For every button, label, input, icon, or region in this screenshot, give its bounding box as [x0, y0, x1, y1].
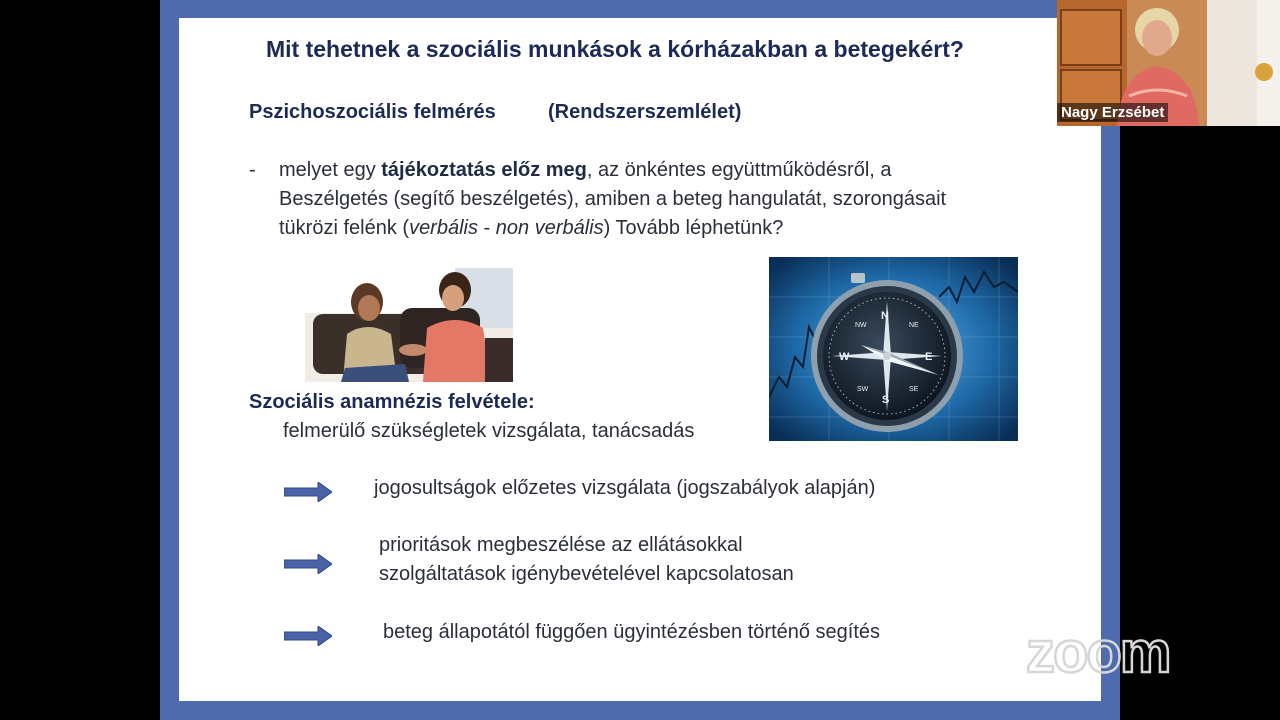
compass-nw: NW — [855, 322, 867, 329]
compass-ne: NE — [909, 322, 919, 329]
text-span: melyet egy — [279, 159, 382, 181]
paragraph-line-3 — [279, 217, 783, 240]
right-arrow-icon — [284, 626, 332, 646]
bullet-dash: - — [249, 159, 256, 181]
anamnesis-heading: Szociális anamnézis felvétele: — [249, 391, 535, 413]
shared-slide — [179, 18, 1101, 701]
paragraph-line-2: Beszélgetés (segítő beszélgetés), amiben a beteg hangulatát, szorongásait — [279, 188, 947, 210]
counseling-photo — [305, 268, 513, 382]
text-span: - — [477, 217, 496, 239]
arrow-item-2-line-2: szolgáltatások igénybevételével kapcsolatosan — [379, 563, 794, 585]
paragraph-line-1 — [279, 159, 892, 182]
arrow-item-2-line-1: prioritások megbeszélése az ellátásokkal — [379, 534, 743, 556]
zoom-watermark-logo — [1026, 622, 1230, 682]
right-arrow-icon — [284, 554, 332, 574]
compass-se: SE — [909, 386, 919, 393]
anamnesis-line: felmerülő szükségletek vizsgálata, tanácsadás — [283, 420, 695, 442]
compass-e: E — [925, 351, 933, 363]
text-span: , az önkéntes együttműködésről, a — [586, 159, 892, 181]
bold-span: tájékoztatás előz meg — [381, 159, 587, 181]
arrow-item-1: jogosultságok előzetes vizsgálata (jogszabályok alapján) — [374, 477, 876, 499]
compass-s: S — [882, 394, 890, 406]
italic-span: verbális — [409, 217, 478, 239]
participant-video[interactable] — [1057, 0, 1280, 126]
text-span: ) Tovább léphetünk? — [603, 217, 784, 239]
subtitle-assessment: Pszichoszociális felmérés — [249, 101, 496, 123]
italic-span: non verbális — [495, 217, 604, 239]
zoom-watermark-text: zoom — [1026, 622, 1170, 682]
compass-sw: SW — [857, 386, 869, 393]
slide-title: Mit tehetnek a szociális munkások a kórházakban a betegekért? — [266, 36, 964, 62]
right-arrow-icon — [284, 482, 332, 502]
participant-name: Nagy Erzsébet — [1057, 103, 1168, 122]
subtitle-systems-view: (Rendszerszemlélet) — [548, 101, 742, 123]
compass-n: N — [881, 310, 889, 322]
arrow-item-3: beteg állapotától függően ügyintézésben történő segítés — [383, 621, 881, 643]
compass-w: W — [839, 351, 850, 363]
compass-image — [769, 257, 1018, 441]
text-span: tükrözi felénk ( — [279, 217, 410, 239]
